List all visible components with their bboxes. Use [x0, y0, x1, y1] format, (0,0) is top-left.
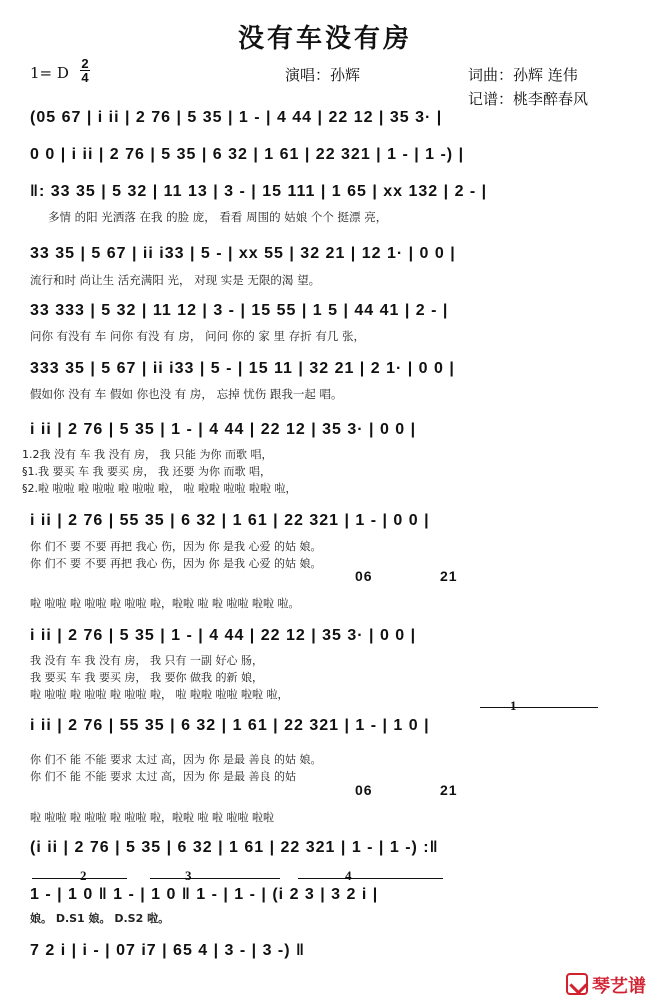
page-title: 没有车没有房	[237, 24, 412, 54]
volta-3-label: 3	[185, 868, 192, 883]
time-signature	[80, 58, 90, 83]
lyrics-row-9-verse-2: 我 要买 车 我 要买 房， 我 要你 做我 的新 娘，	[30, 671, 263, 684]
lyrics-row-6: 假如你 没有 车 假如 你也没 有 房， 忘掉 忧伤 跟我一起 唱。	[30, 387, 343, 401]
brand-name: 琴艺谱	[592, 976, 646, 997]
volta-2-label: 2	[80, 868, 87, 883]
alt-notes-21: 21	[440, 568, 458, 584]
lyrics-row-8-verse-1: 你 们不 要 不要 再把 我心 伤，因为 你 是我 心爱 的姑 娘。	[30, 540, 322, 553]
score-row-9: i ii | 2 76 | 5 35 | 1 - | 4 44 | 22 12 | 35 3· | 0 0 |	[30, 627, 417, 644]
score-row-8: i ii | 2 76 | 55 35 | 6 32 | 1 61 | 22 321 | 1 - | 0 0 |	[30, 512, 430, 529]
time-signature-bottom: 4	[81, 70, 89, 85]
lyrics-row-7-verse-2: §1.我 要买 车 我 要买 房， 我 还要 为你 而歌 唱，	[22, 465, 271, 478]
lyrics-row-10-verse-3: 啦 啦啦 啦 啦啦 啦 啦啦 啦，啦啦 啦 啦 啦啦 啦啦	[30, 811, 274, 824]
lyrics-row-10-verse-2: 你 们不 能 不能 要求 太过 高，因为 你 是最 善良 的姑	[30, 770, 296, 783]
volta-1-label: 1	[510, 698, 517, 713]
transcriber-credit: 记谱：桃李醉春风	[468, 90, 589, 108]
volta-1-line	[480, 707, 598, 708]
score-row-12: 1 - | 1 0 ‖ 1 - | 1 0 ‖ 1 - | 1 - | (i 2 3 | 3 2 i |	[30, 886, 379, 903]
lyrics-row-12: 娘。 D.S1 娘。 D.S2 啦。	[30, 912, 170, 925]
volta-3-line	[150, 878, 280, 879]
score-row-7: i ii | 2 76 | 5 35 | 1 - | 4 44 | 22 12 | 35 3· | 0 0 |	[30, 421, 417, 438]
lyrics-row-7-verse-3: §2.啦 啦啦 啦 啦啦 啦 啦啦 啦， 啦 啦啦 啦啦 啦啦 啦，	[22, 482, 297, 495]
time-signature-top: 2	[81, 56, 89, 71]
score-row-6: 333 35 | 5 67 | ii i33 | 5 - | 15 11 | 32 21 | 2 1· | 0 0 |	[30, 360, 455, 377]
lyrics-row-9-verse-1: 我 没有 车 我 没有 房， 我 只有 一副 好心 肠，	[30, 654, 263, 667]
alt-notes-06: 06	[355, 568, 373, 584]
lyrics-row-8-verse-2: 你 们不 要 不要 再把 我心 伤，因为 你 是我 心爱 的姑 娘。	[30, 557, 322, 570]
composer-credit: 词曲：孙辉 连伟	[468, 66, 578, 84]
volta-4-label: 4	[345, 868, 352, 883]
score-row-2: 0 0 | i ii | 2 76 | 5 35 | 6 32 | 1 61 | 22 321 | 1 - | 1 -) |	[30, 146, 465, 163]
score-row-4: 33 35 | 5 67 | ii i33 | 5 - | xx 55 | 32 21 | 12 1· | 0 0 |	[30, 245, 456, 262]
key-signature: 1= D	[30, 64, 69, 82]
alt-notes-06-second: 06	[355, 782, 373, 798]
lyrics-row-10-verse-1: 你 们不 能 不能 要求 太过 高，因为 你 是最 善良 的姑 娘。	[30, 753, 322, 766]
score-row-11: (i ii | 2 76 | 5 35 | 6 32 | 1 61 | 22 321 | 1 - | 1 -) :‖	[30, 839, 439, 856]
lyrics-row-3: 多情 的阳 光洒落 在我 的脸 庞， 看看 周围的 姑娘 个个 挺漂 亮，	[48, 210, 388, 224]
lyrics-row-9-verse-3: 啦 啦啦 啦 啦啦 啦 啦啦 啦， 啦 啦啦 啦啦 啦啦 啦，	[30, 688, 289, 701]
alt-notes-21-second: 21	[440, 782, 458, 798]
lyrics-row-5: 问你 有没有 车 问你 有没 有 房， 问问 你的 家 里 存折 有几 张，	[30, 329, 366, 343]
brand-logo-icon	[566, 973, 588, 995]
lyrics-row-8-verse-3: 啦 啦啦 啦 啦啦 啦 啦啦 啦，啦啦 啦 啦 啦啦 啦啦 啦。	[30, 597, 300, 610]
score-row-10: i ii | 2 76 | 55 35 | 6 32 | 1 61 | 22 321 | 1 - | 1 0 |	[30, 717, 430, 734]
score-row-1: (05 67 | i ii | 2 76 | 5 35 | 1 - | 4 44 | 22 12 | 35 3· |	[30, 109, 443, 126]
volta-4-line	[298, 878, 443, 879]
score-row-3: ‖: 33 35 | 5 32 | 11 13 | 3 - | 15 111 | 1 65 | xx 132 | 2 - |	[30, 183, 488, 200]
singer-credit: 演唱：孙辉	[285, 66, 361, 84]
score-row-5: 33 333 | 5 32 | 11 12 | 3 - | 15 55 | 1 5 | 44 41 | 2 - |	[30, 302, 449, 319]
lyrics-row-7-verse-1: 1.2我 没有 车 我 没有 房， 我 只能 为你 而歌 唱，	[22, 448, 273, 461]
score-row-13: 7 2 i | i - | 07 i7 | 65 4 | 3 - | 3 -) ‖	[30, 942, 305, 959]
lyrics-row-4: 流行和时 尚让生 活充满阳 光， 对现 实是 无限的渴 望。	[30, 273, 321, 287]
